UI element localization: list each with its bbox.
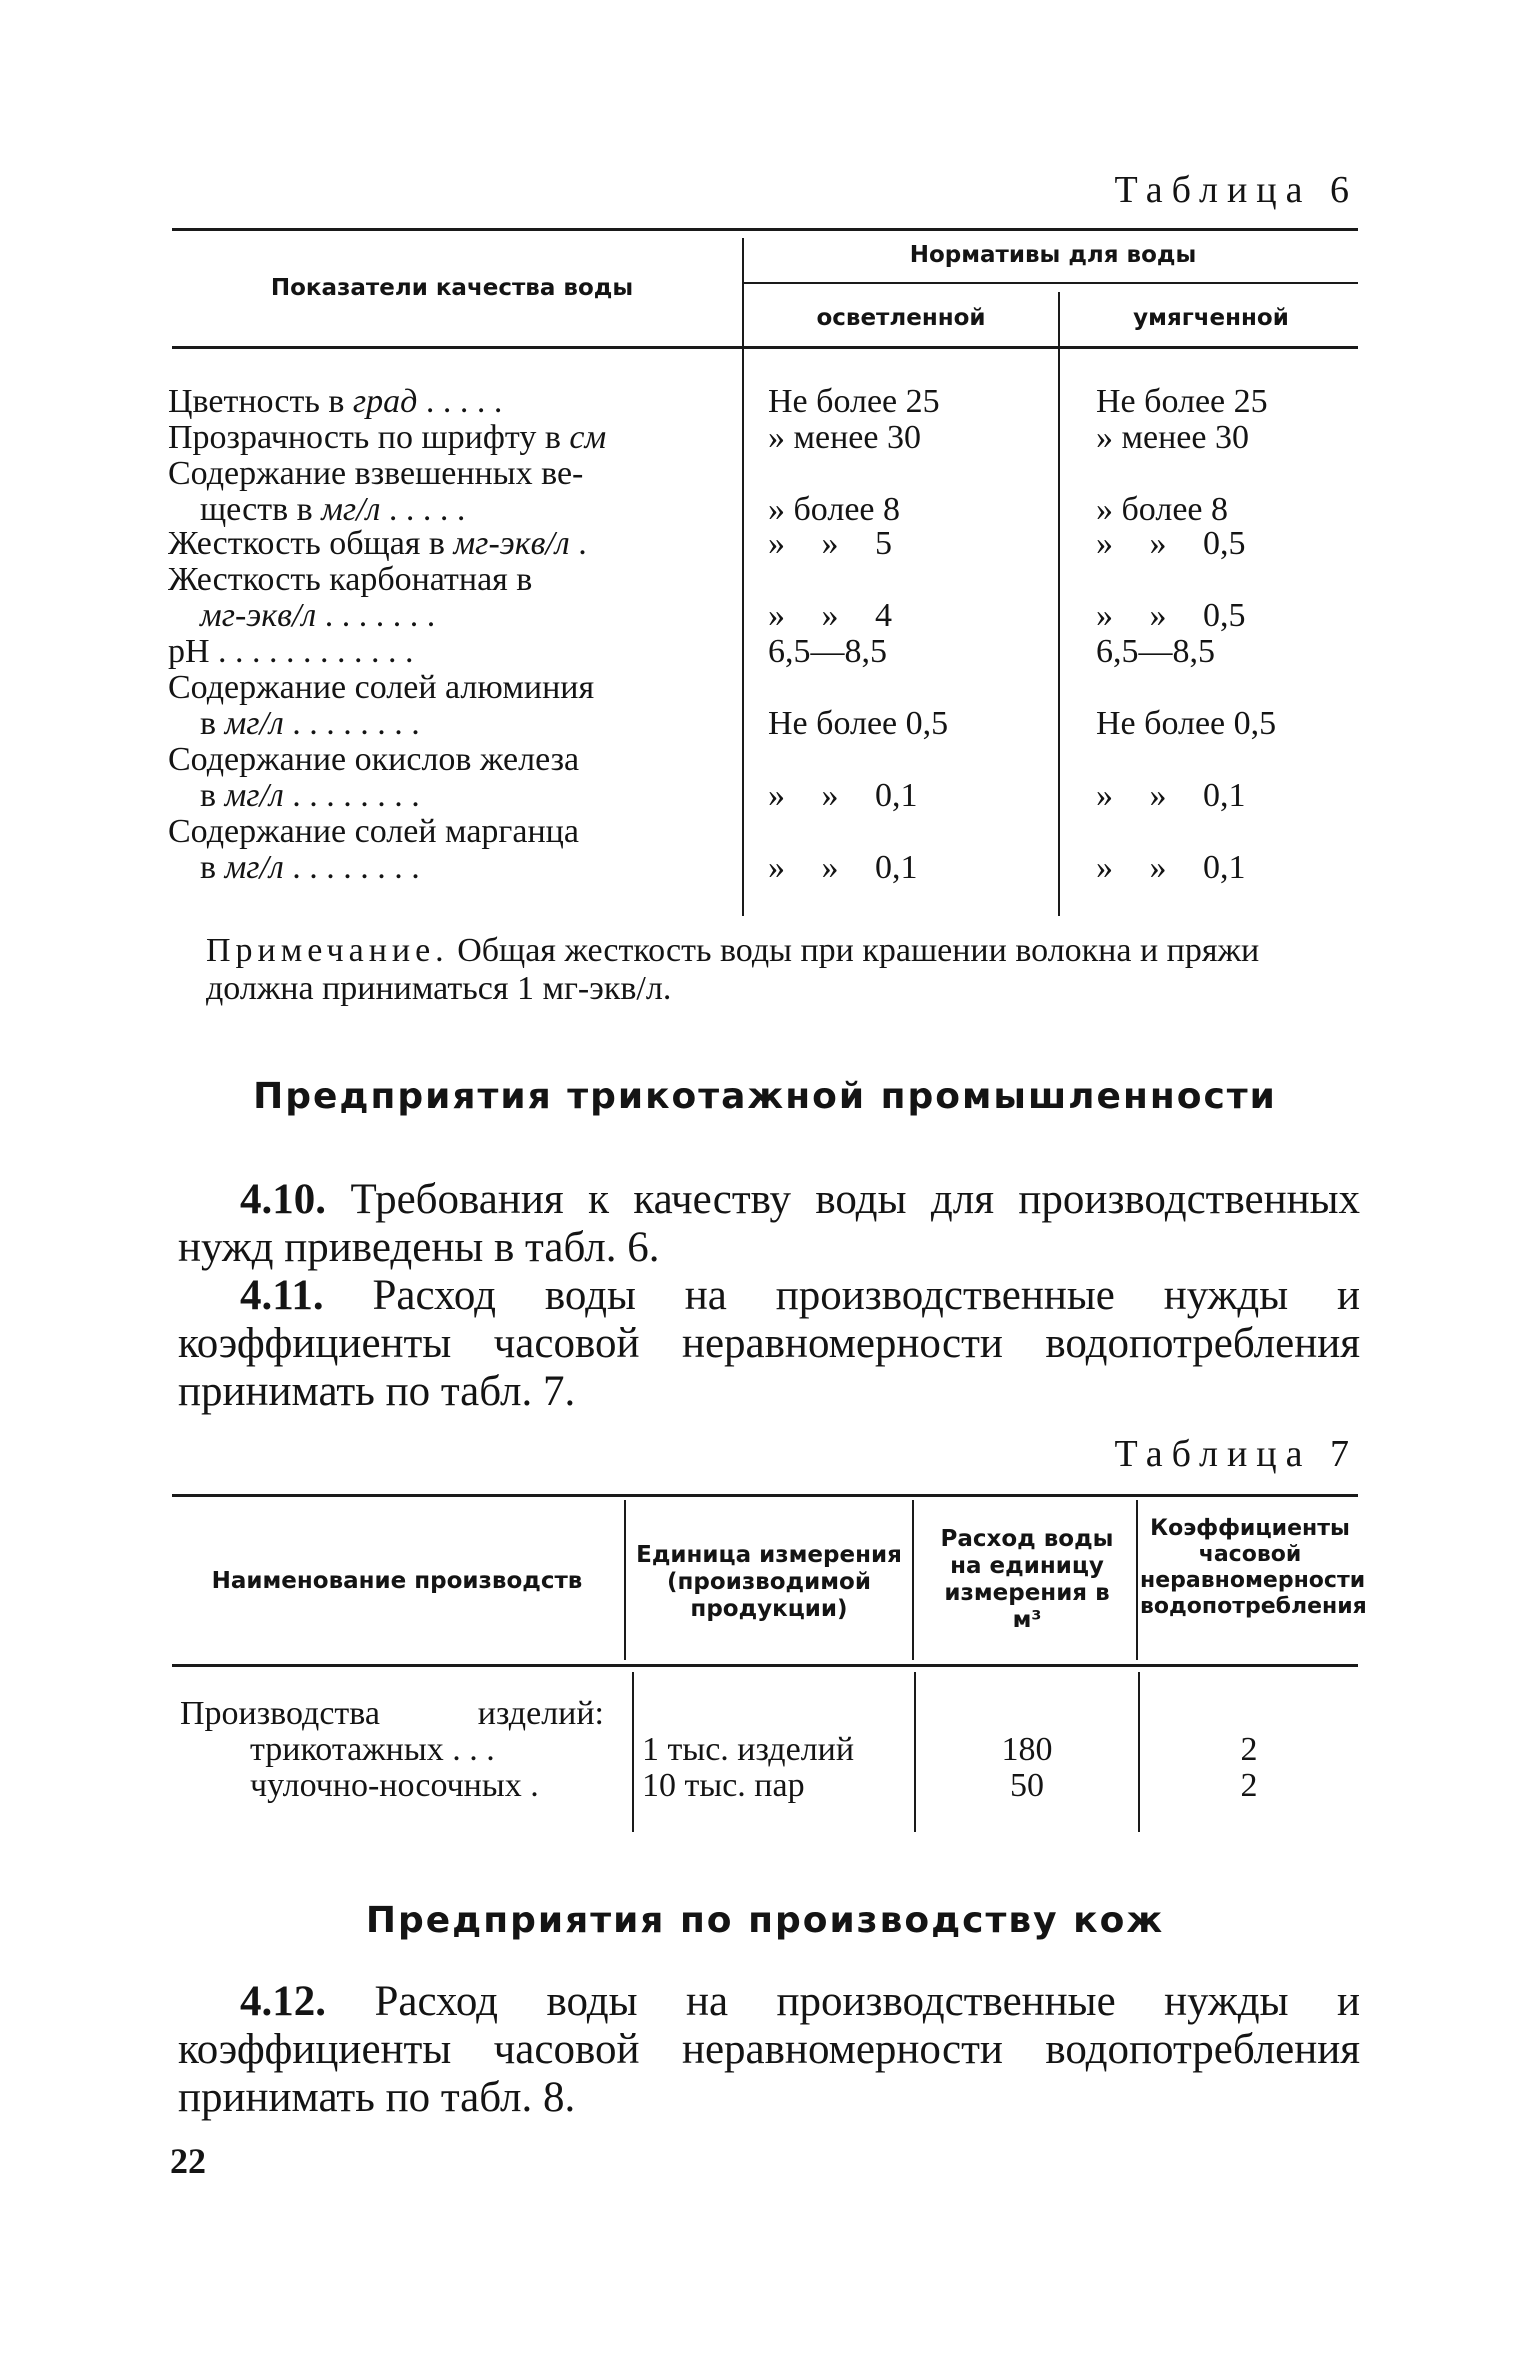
table6-clarified-6: Не более 0,5 bbox=[768, 705, 949, 742]
table6-vline-1 bbox=[742, 238, 744, 916]
table6-row-carbonate-1: Жесткость карбонатная в bbox=[168, 561, 533, 598]
table6-clarified-1: » менее 30 bbox=[768, 419, 921, 456]
table7-header-rule bbox=[172, 1664, 1358, 1667]
section2-heading: Предприятия по производству кож bbox=[365, 1900, 1165, 1941]
table6-row-iron-1: Содержание окислов железа bbox=[168, 741, 580, 778]
table6-softened-7: » » 0,1 bbox=[1096, 777, 1246, 814]
table7-top-rule bbox=[172, 1494, 1358, 1497]
table6-softened-4: » » 0,5 bbox=[1096, 597, 1246, 634]
table6-clarified-2: » более 8 bbox=[768, 491, 900, 528]
table7-row-0-unit: 1 тыс. изделий bbox=[642, 1731, 855, 1768]
table6-clarified-0: Не более 25 bbox=[768, 383, 940, 420]
paragraph-4-12 bbox=[178, 1978, 1360, 2122]
table6-softened-0: Не более 25 bbox=[1096, 383, 1268, 420]
table6-clarified-5: 6,5—8,5 bbox=[768, 633, 887, 670]
table6-row-aluminium-2: в мг/л . . . . . . . . bbox=[200, 705, 420, 742]
table6-row-carbonate-2: мг-экв/л . . . . . . . bbox=[200, 597, 436, 634]
table6-clarified-3: » » 5 bbox=[768, 525, 892, 562]
table7-row-1-coefficient: 2 bbox=[1240, 1767, 1258, 1804]
table7-header-consumption: Расход воды на единицу измерения в м³ bbox=[940, 1526, 1114, 1633]
table7-header-production: Наименование производств bbox=[211, 1568, 583, 1594]
paragraph-4-12-text: Расход воды на производственные нужды и коэффициенты часовой неравномерности водопотребления принимать по табл. 8. bbox=[178, 1978, 1361, 2121]
table7-caption: Таблица 7 bbox=[1114, 1433, 1358, 1475]
table7-vline-2-header bbox=[912, 1500, 914, 1660]
table6-row-aluminium-1: Содержание солей алюминия bbox=[168, 669, 595, 706]
table7-row-0-consumption: 180 bbox=[1001, 1731, 1053, 1768]
table7-vline-1-header bbox=[624, 1500, 626, 1660]
table6-header-indicators: Показатели качества воды bbox=[270, 275, 634, 301]
table7-header-coefficient: Коэффициенты часовой неравномерности водопотребления bbox=[1140, 1516, 1367, 1619]
table6-note-lead: Примечание. bbox=[206, 932, 449, 969]
paragraph-4-12-number: 4.12. bbox=[240, 1978, 326, 2025]
paragraph-4-11-number: 4.11. bbox=[240, 1272, 324, 1319]
table6-vline-2 bbox=[1058, 292, 1060, 916]
page-number: 22 bbox=[170, 2141, 206, 2181]
table7-row-1-unit: 10 тыс. пар bbox=[642, 1767, 805, 1804]
table6-note-text: Общая жесткость воды при крашении волокна и пряжи должна приниматься 1 мг-экв/л. bbox=[206, 932, 1260, 1007]
table6-clarified-8: » » 0,1 bbox=[768, 849, 918, 886]
table6-header-clarified: осветленной bbox=[816, 305, 986, 331]
table7-row-1-consumption: 50 bbox=[1010, 1767, 1044, 1804]
table6-softened-8: » » 0,1 bbox=[1096, 849, 1246, 886]
table6-header-rule bbox=[172, 346, 1358, 349]
table6-softened-6: Не более 0,5 bbox=[1096, 705, 1277, 742]
table7-row-0-name: трикотажных . . . bbox=[250, 1731, 495, 1768]
table7-row-0-coefficient: 2 bbox=[1240, 1731, 1258, 1768]
table6-header-norms: Нормативы для воды bbox=[909, 242, 1197, 268]
paragraph-4-10-text: Требования к качеству воды для производственных нужд приведены в табл. 6. bbox=[178, 1176, 1361, 1271]
table6-row-suspended-2: ществ в мг/л . . . . . bbox=[200, 491, 466, 528]
table6-softened-3: » » 0,5 bbox=[1096, 525, 1246, 562]
table6-top-rule bbox=[172, 228, 1358, 231]
paragraph-4-10 bbox=[178, 1176, 1360, 1272]
table6-softened-1: » менее 30 bbox=[1096, 419, 1249, 456]
section1-heading: Предприятия трикотажной промышленности bbox=[253, 1076, 1277, 1117]
table6-row-transparency: Прозрачность по шрифту в см bbox=[168, 419, 607, 456]
table6-row-manganese-2: в мг/л . . . . . . . . bbox=[200, 849, 420, 886]
table7-header-unit: Единица измерения (производимой продукции) bbox=[636, 1542, 902, 1622]
table6-note bbox=[206, 932, 1356, 1008]
paragraph-4-10-number: 4.10. bbox=[240, 1176, 326, 1223]
table6-row-color: Цветность в град . . . . . bbox=[168, 383, 503, 420]
table6-header-softened: умягченной bbox=[1133, 305, 1289, 331]
table6-row-hardness: Жесткость общая в мг-экв/л . bbox=[168, 525, 587, 562]
table6-row-suspended-1: Содержание взвешенных ве- bbox=[168, 455, 584, 492]
table6-row-iron-2: в мг/л . . . . . . . . bbox=[200, 777, 420, 814]
table6-softened-2: » более 8 bbox=[1096, 491, 1228, 528]
table6-row-manganese-1: Содержание солей марганца bbox=[168, 813, 579, 850]
table7-vline-3-header bbox=[1136, 1500, 1138, 1660]
table6-row-ph: pH . . . . . . . . . . . . bbox=[168, 633, 414, 670]
table6-softened-5: 6,5—8,5 bbox=[1096, 633, 1215, 670]
table6-clarified-4: » » 4 bbox=[768, 597, 892, 634]
paragraph-4-11 bbox=[178, 1272, 1360, 1416]
table7-vline-1 bbox=[632, 1672, 634, 1832]
table7-row-1-name: чулочно-носочных . bbox=[250, 1767, 539, 1804]
table6-clarified-7: » » 0,1 bbox=[768, 777, 918, 814]
paragraph-4-11-text: Расход воды на производственные нужды и коэффициенты часовой неравномерности водопотребления принимать по табл. 7. bbox=[178, 1272, 1361, 1415]
table6-group-rule bbox=[742, 282, 1358, 284]
table7-group-label: Производства изделий: bbox=[180, 1695, 604, 1732]
table6-caption: Таблица 6 bbox=[1114, 169, 1358, 211]
